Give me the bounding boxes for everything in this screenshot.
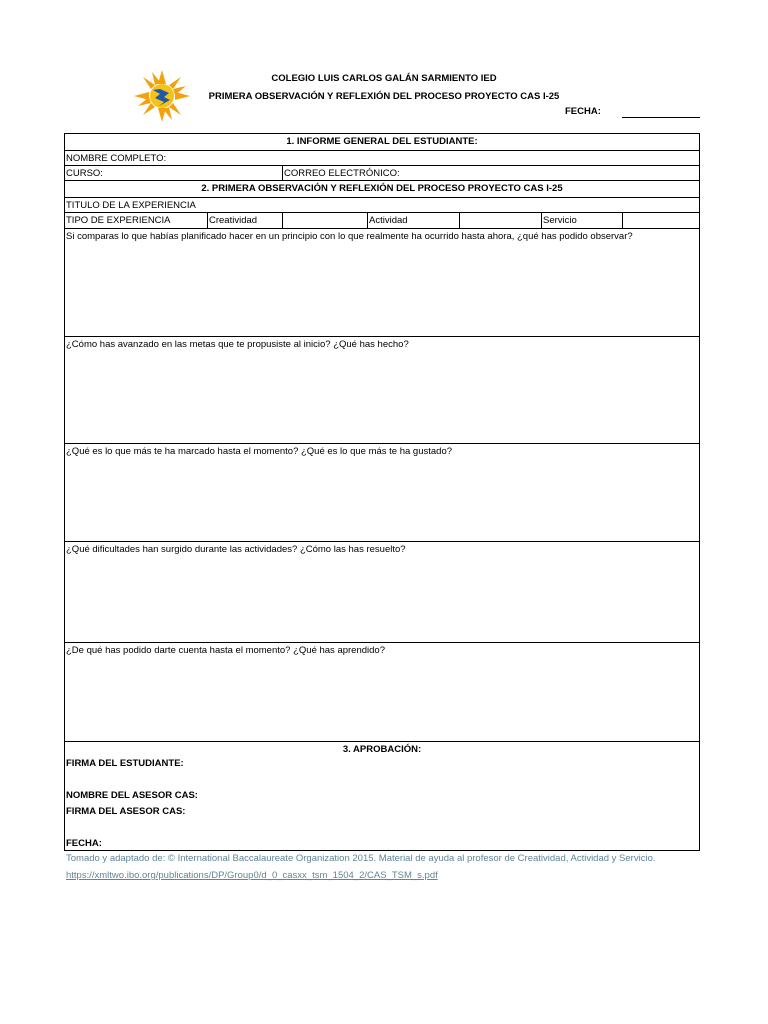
experience-type-label: TIPO DE EXPERIENCIA [66, 215, 171, 226]
section-1-heading-row [65, 134, 699, 151]
section-1-heading: 1. INFORME GENERAL DEL ESTUDIANTE: [286, 136, 478, 147]
option-creatividad[interactable]: Creatividad [207, 213, 282, 228]
option-actividad[interactable]: Actividad [367, 213, 459, 228]
question-3-box[interactable] [65, 444, 699, 542]
question-4-box[interactable] [65, 542, 699, 643]
section-2-heading-row [65, 181, 699, 198]
advisor-name-label[interactable]: NOMBRE DEL ASESOR CAS: [66, 790, 198, 801]
approval-section [65, 742, 699, 850]
option-creatividad-mark[interactable] [282, 213, 367, 228]
email-label[interactable]: CORREO ELECTRÓNICO: [282, 166, 701, 180]
question-5: ¿De qué has podido darte cuenta hasta el momento? ¿Qué has aprendido? [66, 645, 385, 656]
source-link[interactable]: https://xmltwo.ibo.org/publications/DP/Group0/d_0_casxx_tsm_1504_2/CAS_TSM_s.pdf [66, 870, 438, 881]
experience-type-row [65, 213, 699, 229]
question-3: ¿Qué es lo que más te ha marcado hasta el momento? ¿Qué es lo que más te ha gustado? [66, 446, 453, 457]
question-2: ¿Cómo has avanzado en las metas que te propusiste al inicio? ¿Qué has hecho? [66, 339, 409, 350]
date-field[interactable] [622, 117, 700, 118]
source-note: Tomado y adaptado de: © International Baccalaureate Organization 2015. Material de ayuda al profesor de Creatividad, Actividad y Servicio. [66, 853, 656, 864]
option-actividad-mark[interactable] [459, 213, 541, 228]
experience-title-row[interactable] [65, 198, 699, 213]
question-2-box[interactable] [65, 337, 699, 444]
experience-title-label: TITULO DE LA EXPERIENCIA [66, 200, 196, 211]
course-email-row [65, 166, 699, 181]
full-name-label: NOMBRE COMPLETO: [66, 153, 167, 164]
course-label[interactable]: CURSO: [66, 168, 103, 179]
approval-date-label[interactable]: FECHA: [66, 838, 102, 849]
full-name-row[interactable] [65, 151, 699, 166]
document-title: PRIMERA OBSERVACIÓN Y REFLEXIÓN DEL PROCESO PROYECTO CAS I-25 [208, 91, 560, 102]
question-5-box[interactable] [65, 643, 699, 742]
question-4: ¿Qué dificultades han surgido durante las actividades? ¿Cómo las has resuelto? [66, 544, 406, 555]
option-servicio[interactable]: Servicio [541, 213, 622, 228]
advisor-signature-label[interactable]: FIRMA DEL ASESOR CAS: [66, 806, 186, 817]
section-2-heading: 2. PRIMERA OBSERVACIÓN Y REFLEXIÓN DEL PROCESO PROYECTO CAS I-25 [201, 183, 563, 194]
student-form [64, 133, 700, 851]
date-label: FECHA: [565, 106, 601, 117]
option-servicio-mark[interactable] [622, 213, 701, 228]
section-3-heading: 3. APROBACIÓN: [342, 744, 422, 755]
student-signature-label[interactable]: FIRMA DEL ESTUDIANTE: [66, 758, 184, 769]
school-name: COLEGIO LUIS CARLOS GALÁN SARMIENTO IED [271, 73, 497, 84]
question-1: Si comparas lo que habías planificado hacer en un principio con lo que realmente ha ocurrido hasta ahora, ¿qué has podido observar? [66, 231, 633, 242]
question-1-box[interactable] [65, 229, 699, 337]
